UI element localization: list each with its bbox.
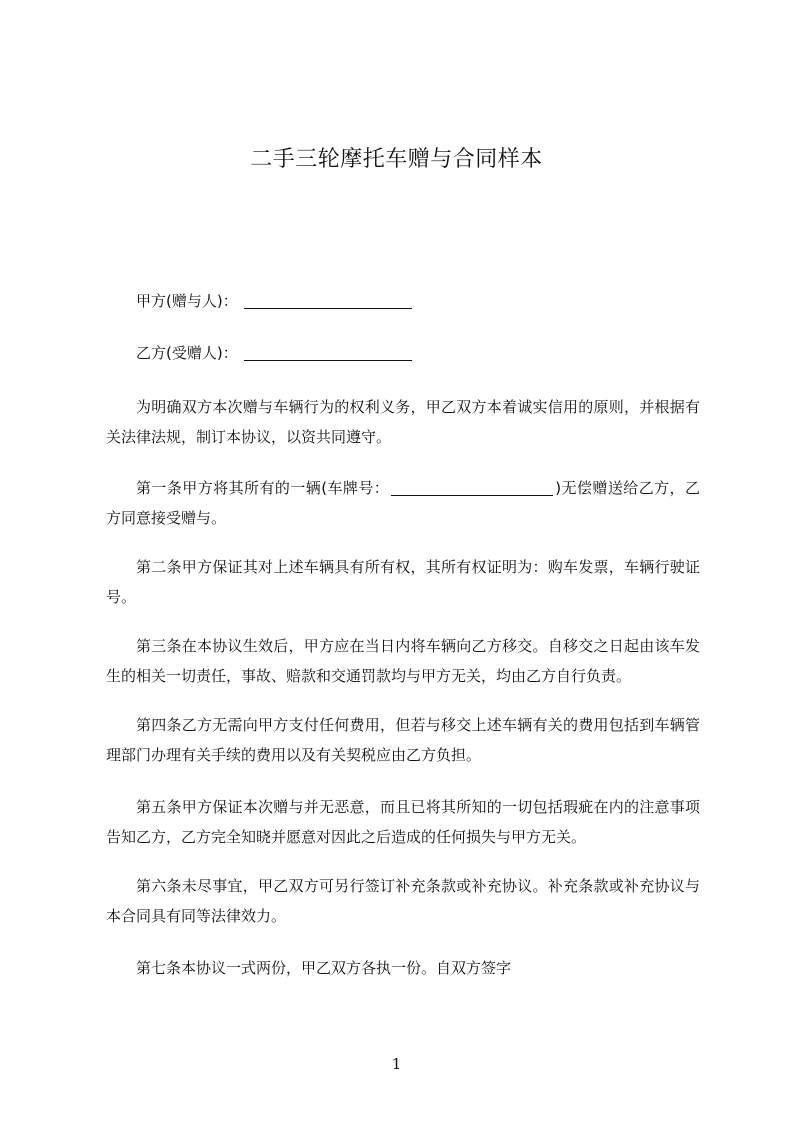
article-7-paragraph: 第七条本协议一式两份，甲乙双方各执一份。自双方签字 [136,959,512,977]
article-1-text-after: )无偿赠送给乙方，乙方同意接受赠与。 [106,479,700,527]
article-4-paragraph: 第四条乙方无需向甲方支付任何费用，但若与移交上述车辆有关的费用包括到车辆管理部门办理有关手续的费用以及有关契税应由乙方负担。 [106,716,700,764]
party-a-label: 甲方(赠与人)： [136,292,238,310]
article-1-text-before: 第一条甲方将其所有的一辆(车牌号： [136,479,390,497]
article-5-paragraph: 第五条甲方保证本次赠与并无恶意，而且已将其所知的一切包括瑕疵在内的注意事项告知乙方，乙方完全知晓并愿意对因此之后造成的任何损失与甲方无关。 [106,798,700,846]
party-b-label: 乙方(受赠人)： [136,344,238,362]
article-2-paragraph: 第二条甲方保证其对上述车辆具有所有权，其所有权证明为：购车发票，车辆行驶证号。 [106,558,700,606]
article-6-paragraph: 第六条未尽事宜，甲乙双方可另行签订补充条款或补充协议。补充条款或补充协议与本合同具有同等法律效力。 [106,877,700,925]
article-3-paragraph: 第三条在本协议生效后，甲方应在当日内将车辆向乙方移交。自移交之日起由该车发生的相关一切责任，事故、赔款和交通罚款均与甲方无关，均由乙方自行负责。 [106,637,700,685]
plate-number-blank [391,479,553,496]
party-a-line [106,286,700,316]
preamble-paragraph: 为明确双方本次赠与车辆行为的权利义务，甲乙双方本着诚实信用的原则，并根据有关法律法规，制订本协议，以资共同遵守。 [106,398,700,446]
party-a-blank [244,292,412,309]
article-1-paragraph [106,473,700,533]
party-b-blank [244,344,412,361]
party-b-line [106,338,700,368]
page-number: 1 [391,1055,402,1073]
document-title: 二手三轮摩托车赠与合同样本 [250,147,543,172]
